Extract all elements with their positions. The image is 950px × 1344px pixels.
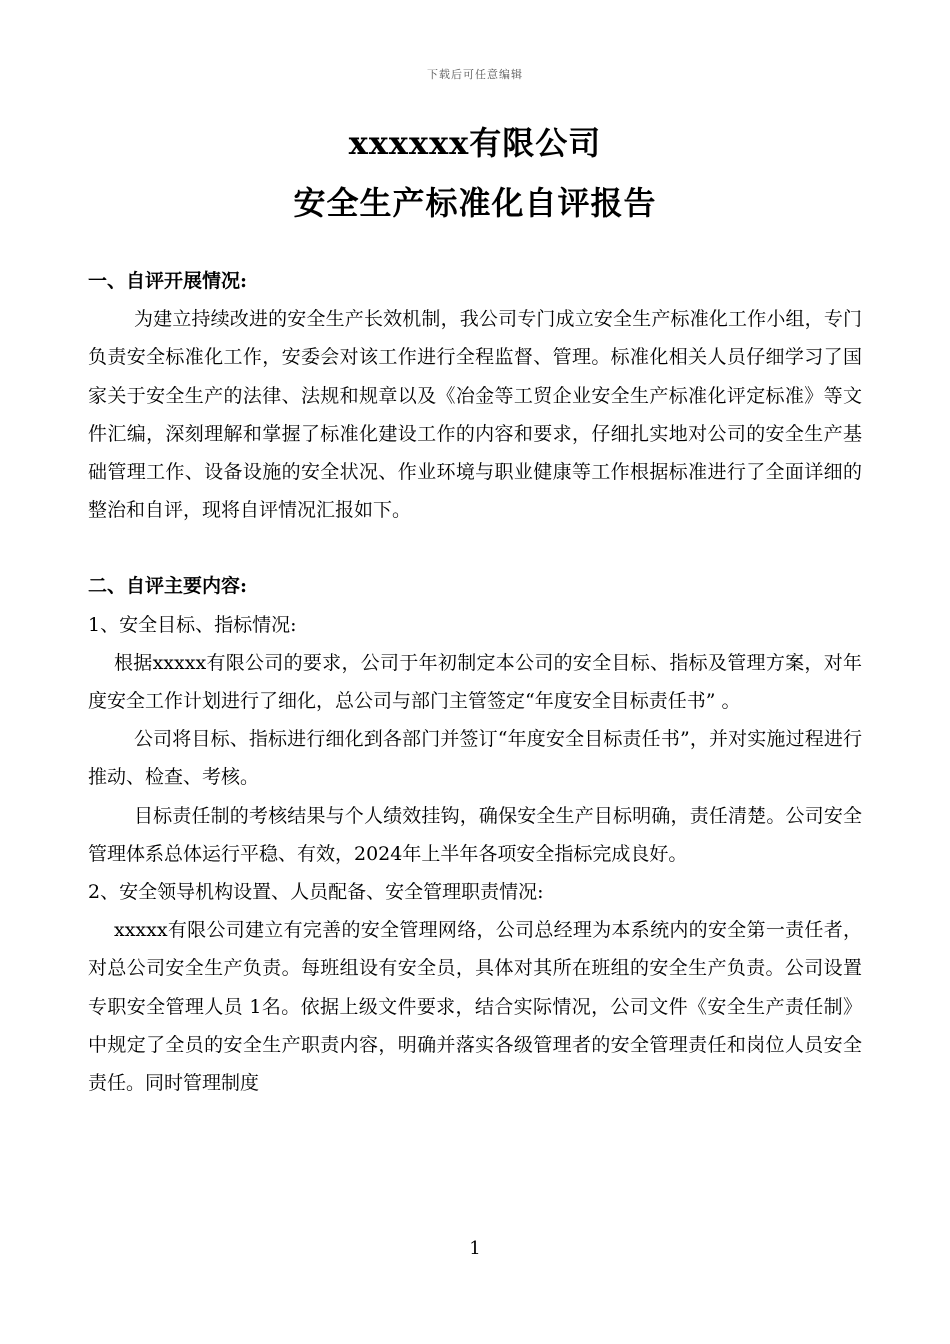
item-2-title: 2、安全领导机构设置、人员配备、安全管理职责情况: — [88, 881, 544, 904]
item-1-title: 1、安全目标、指标情况: — [88, 613, 297, 636]
section-1-paragraph: 为建立持续改进的安全生产长效机制，我公司专门成立安全生产标准化工作小组，专门负责安全标准化工作，安委会对该工作进行全程监督、管理。标准化相关人员仔细学习了国家关于安全生产的法律、法规和规章以及《冶金等工贸企业安全生产标准化评定标准》等文件汇编，深刻理解和掌握了标准化建设工作的内容和要求，仔细扎实地对公司的安全生产基础管理工作、设备设施的安全状况、作业环境与职业健康等工作根据标准进行了全面详细的整治和自评，现将自评情况汇报如下。 — [88, 308, 862, 522]
item-1-paragraph-1: 根据xxxxx有限公司的要求，公司于年初制定本公司的安全目标、指标及管理方案，对年度安全工作计划进行了细化，总公司与部门主管签定“年度安全目标责任书” 。 — [88, 651, 862, 713]
document-title-report: 安全生产标准化自评报告 — [293, 184, 657, 222]
document-body — [88, 262, 862, 1102]
item-1-paragraph-2: 公司将目标、指标进行细化到各部门并签订“年度安全目标责任书”，并对实施过程进行推动、检查、考核。 — [88, 728, 862, 789]
item-1-paragraph-3: 目标责任制的考核结果与个人绩效挂钩，确保安全生产目标明确，责任清楚。公司安全管理体系总体运行平稳、有效，2024年上半年各项安全指标完成良好。 — [88, 804, 862, 865]
section-2-heading: 二、自评主要内容: — [88, 575, 248, 598]
item-2-paragraph-1: xxxxx有限公司建立有完善的安全管理网络，公司总经理为本系统内的安全第一责任者，对总公司安全生产负责。每班组设有安全员，具体对其所在班组的安全生产负责。公司设置专职安全管理人员 1名。依据上级文件要求，结合实际情况，公司文件《安全生产责任制》中规定了全员的安全生产职责内容，明确并落实各级管理者的安全管理责任和岗位人员安全责任。同时管理制度 — [88, 919, 862, 1095]
section-1-heading: 一、自评开展情况: — [88, 270, 248, 292]
document-title-company: xxxxxx有限公司 — [348, 124, 602, 162]
section-gap — [88, 529, 862, 567]
page-number: 1 — [469, 1238, 481, 1259]
header-note: 下载后可任意编辑 — [427, 68, 523, 81]
